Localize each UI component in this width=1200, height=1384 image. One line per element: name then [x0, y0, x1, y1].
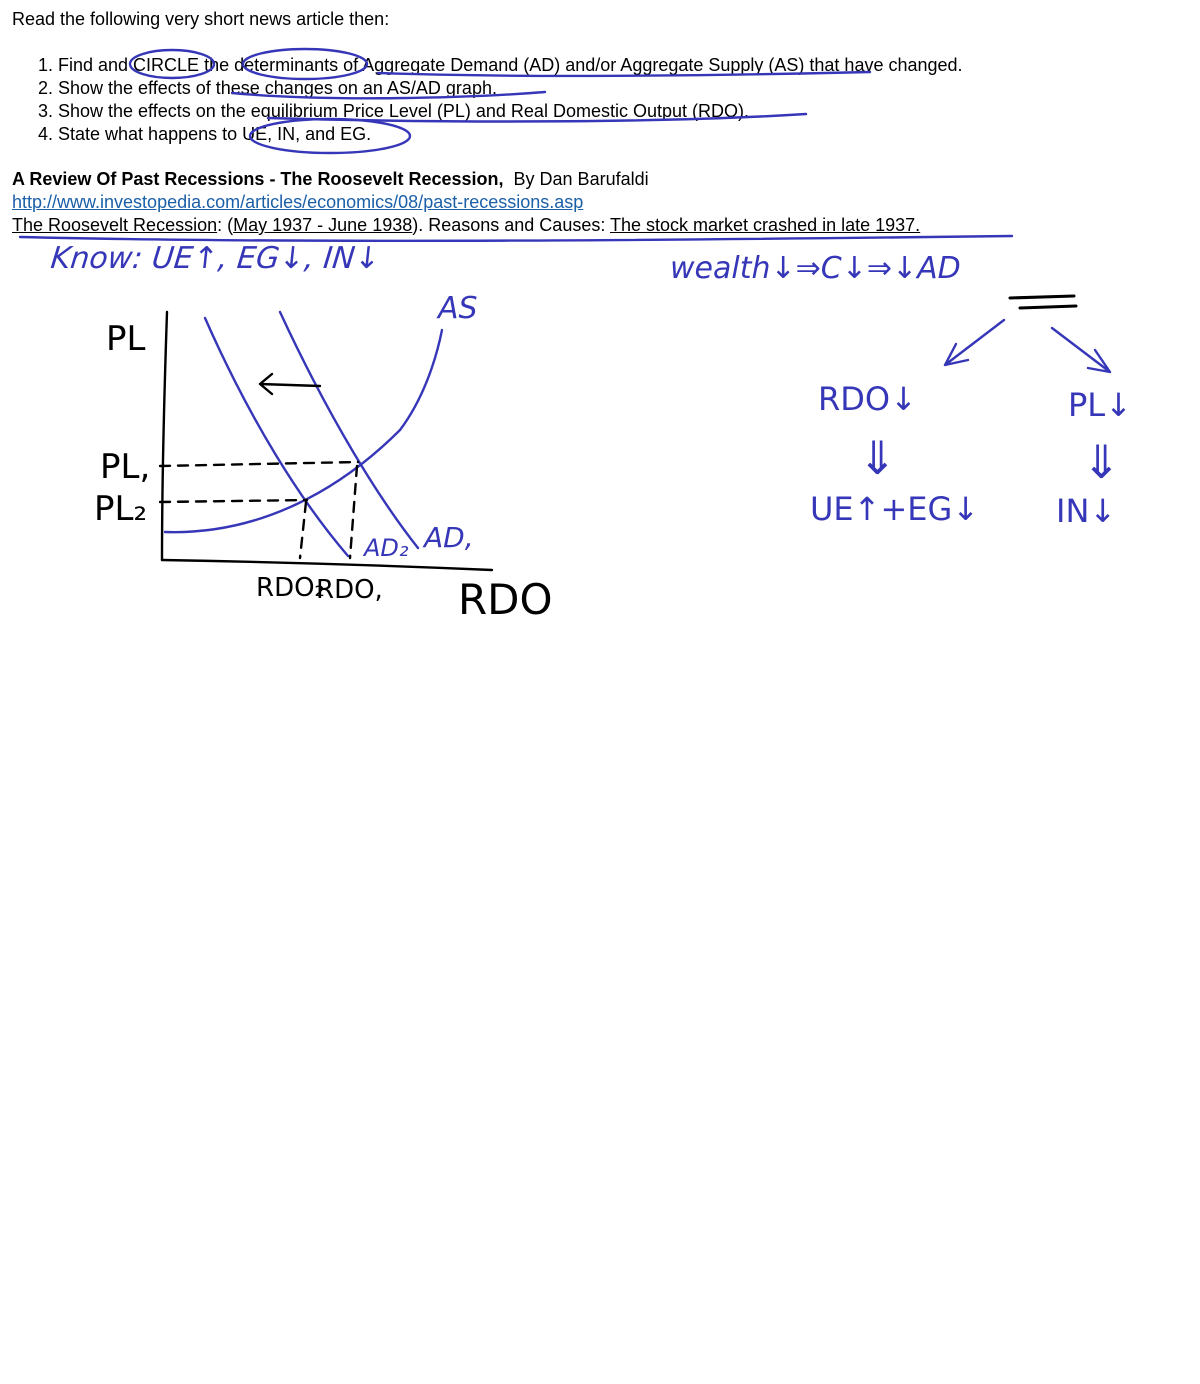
step-2: 2. Show the effects of these changes on an AS/AD graph.	[58, 77, 963, 100]
instructions-intro: Read the following very short news article then:	[12, 9, 390, 29]
double-arrow-right: ⇓	[1082, 435, 1121, 489]
body-mid: ). Reasons and Causes:	[412, 215, 611, 235]
shift-arrow	[260, 374, 320, 394]
article-link[interactable]: http://www.investopedia.com/articles/economics/08/past-recessions.asp	[12, 192, 584, 212]
double-rule-2	[1020, 306, 1076, 308]
as-curve	[165, 330, 442, 532]
body-colon: : (	[217, 215, 234, 235]
article-heading	[12, 168, 649, 191]
step-3: 3. Show the effects on the equilibrium Price Level (PL) and Real Domestic Output (RDO).	[58, 100, 963, 123]
causal-chain: wealth↓⇒C↓⇒↓AD	[670, 251, 961, 286]
arrow-down-right	[1052, 328, 1110, 372]
ad1-label: AD,	[424, 521, 474, 554]
x-axis-label: RDO	[458, 575, 553, 624]
y-axis-label: PL	[106, 319, 146, 359]
rdo2-dash	[300, 502, 306, 558]
double-rule-1	[1010, 296, 1074, 298]
step-1: 1. Find and CIRCLE the determinants of Aggregate Demand (AD) and/or Aggregate Supply (AS) that have changed.	[58, 54, 963, 77]
pl1-dash	[160, 462, 358, 466]
step-4: 4. State what happens to UE, IN, and EG.	[58, 123, 963, 146]
as-label: AS	[438, 291, 478, 326]
double-arrow-left: ⇓	[858, 431, 897, 485]
recession-dates: May 1937 - June 1938	[233, 215, 413, 235]
recession-cause: The stock market crashed in late 1937.	[610, 215, 921, 235]
arrow-down-left	[945, 320, 1004, 365]
pl-down: PL↓	[1068, 386, 1132, 424]
ad2-label: AD₂	[364, 534, 409, 562]
know-summary: Know: UE↑, EG↓, IN↓	[48, 241, 382, 276]
instruction-steps	[12, 54, 963, 146]
ad2-curve	[205, 318, 348, 556]
y-axis	[162, 312, 167, 560]
pl2-dash	[160, 500, 307, 502]
in-down-result: IN↓	[1056, 492, 1117, 530]
article-author: By Dan Barufaldi	[513, 169, 649, 189]
pl1-label: PL,	[100, 447, 151, 487]
article-body	[12, 214, 920, 237]
rdo1-dash	[350, 466, 357, 558]
rdo1-label: RDO,	[316, 575, 383, 605]
rdo-down: RDO↓	[818, 380, 917, 418]
rdo2-label: RDO₂	[256, 573, 325, 603]
article-title: A Review Of Past Recessions - The Roosevelt Recession,	[12, 169, 504, 189]
recession-name: The Roosevelt Recession	[12, 215, 218, 235]
pl2-label: PL₂	[94, 489, 148, 529]
ad1-curve	[280, 312, 418, 548]
x-axis	[162, 560, 492, 570]
ue-eg-result: UE↑+EG↓	[810, 490, 980, 528]
